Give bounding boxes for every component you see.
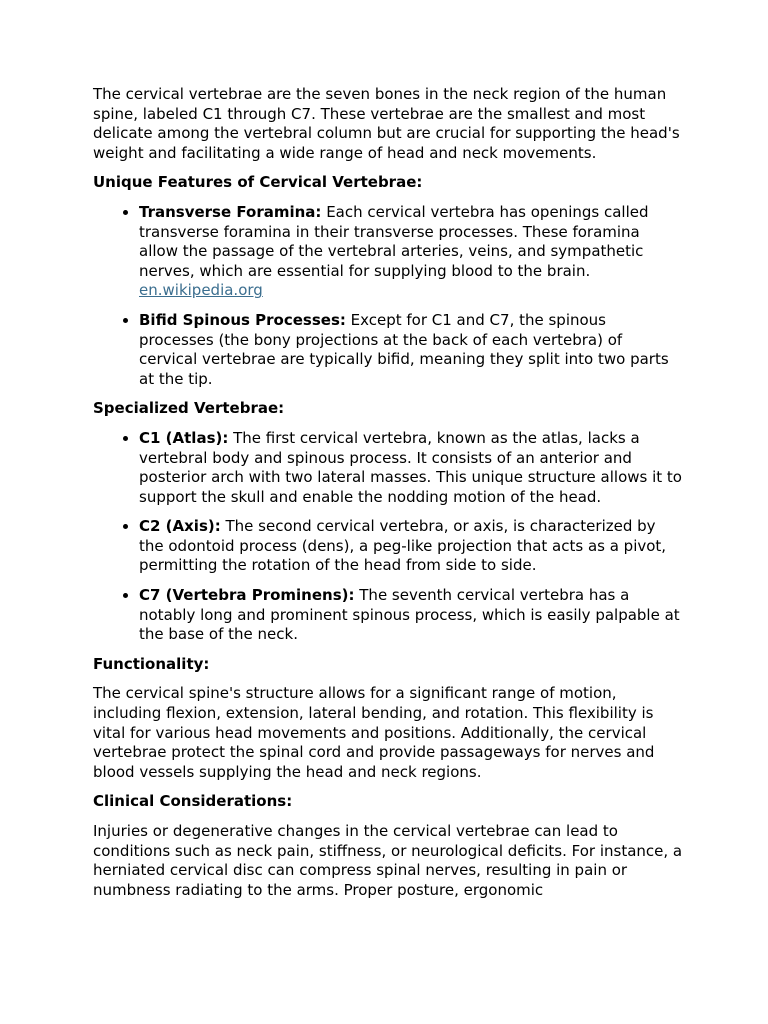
list-item-term: C1 (Atlas): bbox=[139, 428, 229, 447]
list-item-text: The first cervical vertebra, known as the atlas, lacks a vertebral body and spinous process. It consists of an anterior and posterior arch with two lateral masses. This unique structure allows it to support the skull and enable the nodding motion of the head. bbox=[139, 428, 682, 506]
list-item-text: The second cervical vertebra, or axis, is characterized by the odontoid process (dens), a peg-like projection that acts as a pivot, permitting the rotation of the head from side to side. bbox=[139, 517, 667, 575]
clinical-considerations-heading: Clinical Considerations: bbox=[93, 792, 293, 811]
intro-paragraph: The cervical vertebrae are the seven bones in the neck region of the human spine, labeled C1 through C7. These vertebrae are the smallest and most delicate among the vertebral column but are crucial for supporting the head's weight and facilitating a wide range of head and neck movements. bbox=[93, 85, 680, 162]
unique-features-list bbox=[93, 203, 683, 389]
clinical-considerations-paragraph: Injuries or degenerative changes in the cervical vertebrae can lead to conditions such as neck pain, stiffness, or neurological deficits. For instance, a herniated cervical disc can compress spinal nerves, resulting in pain or numbness radiating to the arms. Proper posture, ergonomic bbox=[93, 822, 683, 899]
document-page bbox=[93, 85, 683, 910]
list-item-term: Transverse Foramina: bbox=[139, 202, 322, 221]
list-item-term: C2 (Axis): bbox=[139, 517, 221, 536]
list-item bbox=[139, 203, 683, 301]
specialized-vertebrae-heading: Specialized Vertebrae: bbox=[93, 399, 285, 418]
source-link[interactable]: en.wikipedia.org bbox=[139, 281, 263, 300]
list-item-term: C7 (Vertebra Prominens): bbox=[139, 586, 355, 605]
functionality-paragraph: The cervical spine's structure allows for a significant range of motion, including flexion, extension, lateral bending, and rotation. This flexibility is vital for various head movements and positions. Additionally, the cervical vertebrae protect the spinal cord and provide passageways for nerves and blood vessels supplying the head and neck regions. bbox=[93, 684, 655, 781]
list-item-text: Except for C1 and C7, the spinous processes (the bony projections at the back of each vertebra) of cervical vertebrae are typically bifid, meaning they split into two parts at the tip. bbox=[139, 310, 669, 388]
list-item-term: Bifid Spinous Processes: bbox=[139, 310, 346, 329]
list-item-text: Each cervical vertebra has openings called transverse foramina in their transverse processes. These foramina allow the passage of the vertebral arteries, veins, and sympathetic nerves, which are essential for supplying blood to the brain. bbox=[139, 202, 649, 280]
list-item bbox=[139, 586, 683, 645]
list-item-text: The seventh cervical vertebra has a notably long and prominent spinous process, which is easily palpable at the base of the neck. bbox=[139, 586, 680, 644]
list-item bbox=[139, 517, 683, 576]
specialized-vertebrae-list bbox=[93, 429, 683, 645]
list-item bbox=[139, 429, 683, 507]
list-item bbox=[139, 311, 683, 389]
functionality-heading: Functionality: bbox=[93, 654, 210, 673]
unique-features-heading: Unique Features of Cervical Vertebrae: bbox=[93, 173, 423, 192]
